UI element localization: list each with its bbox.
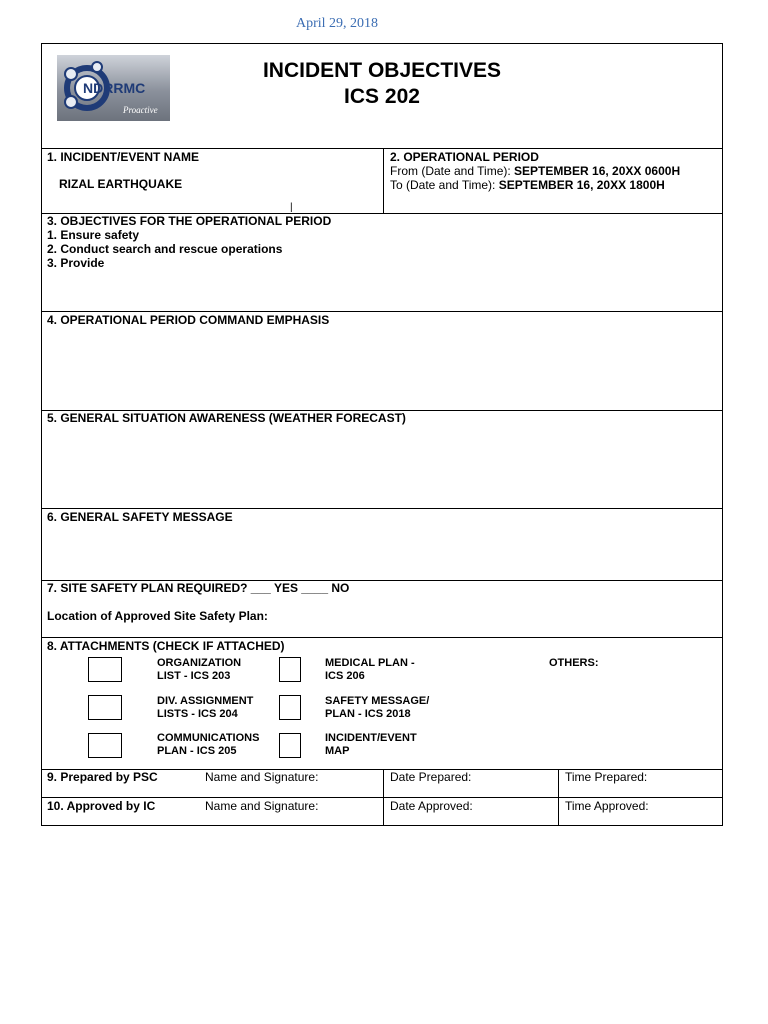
document-date: April 29, 2018 bbox=[296, 16, 379, 31]
prepared-by-label: 9. Prepared by PSC bbox=[47, 770, 158, 784]
attachment-label-ics-205: COMMUNICATIONS PLAN - ICS 205 bbox=[157, 732, 260, 757]
objective-item[interactable]: 2. Conduct search and rescue operations bbox=[47, 242, 283, 256]
operational-period-label: 2. OPERATIONAL PERIOD bbox=[390, 150, 539, 164]
attachments-label: 8. ATTACHMENTS (CHECK IF ATTACHED) bbox=[47, 639, 285, 653]
objective-item[interactable]: 1. Ensure safety bbox=[47, 228, 140, 242]
site-safety-plan-label[interactable]: 7. SITE SAFETY PLAN REQUIRED? ___ YES ____ NO bbox=[47, 581, 350, 595]
date-approved[interactable]: Date Approved: bbox=[390, 799, 473, 813]
time-prepared[interactable]: Time Prepared: bbox=[565, 770, 648, 784]
attachment-checkbox-ics-206[interactable] bbox=[279, 657, 301, 682]
form-subtitle: ICS 202 bbox=[344, 85, 420, 108]
operational-period-to[interactable]: To (Date and Time): SEPTEMBER 16, 20XX 1800H bbox=[390, 178, 665, 192]
incident-name-value[interactable]: RIZAL EARTHQUAKE bbox=[59, 177, 183, 191]
attachment-checkbox-ics-203[interactable] bbox=[88, 657, 122, 682]
attachment-label-ics-203: ORGANIZATION LIST - ICS 203 bbox=[157, 657, 242, 682]
ics-202-form: NDRRMC Proactive INCIDENT OBJECTIVES ICS 202 1. INCIDENT/EVENT NAME RIZAL EARTHQUAKE | 2. OPERATIONAL PERIOD From (Date and Time): SEPTEMBER 16, 20XX 0600H To (Date and Time): SEPTEMBER 16, 20XX 1800H 3. OBJECTIVES FOR THE OPERATIONAL PERIOD 1. Ensure safety 2. Conduct search and rescue operations 3. Provide 4. OPERATIONAL PERIOD COMMAND EMPHASIS 5. GENERAL SITUATION AWARENESS (WEATHER FORECAST) 6. GENERAL SAFETY MESSAGE 7. SITE SAFETY PLAN REQUIRED? ___ YES ____ NO Location of Approved Site Safety Plan: 8. ATTACHMENTS (CHECK IF ATTACHED) ORGANIZATION LIST - ICS 203 DIV. ASSIGNMENT LISTS - ICS 204 COMMUNICATIONS PLAN - ICS 205 MEDICAL PLAN - ICS 206 SAFETY MESSAGE/ PLAN - ICS 2018 INCIDENT/EVENT MAP OTHERS: 9. Prepared by PSC Name and Signature: Date Prepared: Time Prepared: 10. Approved by IC Name and Signature: Date Approved: Time Approved: bbox=[41, 43, 723, 826]
attachment-checkbox-ics-205[interactable] bbox=[88, 733, 122, 758]
incident-name-label: 1. INCIDENT/EVENT NAME bbox=[47, 150, 200, 164]
approved-name-signature[interactable]: Name and Signature: bbox=[205, 799, 319, 813]
approved-by-label: 10. Approved by IC bbox=[47, 799, 156, 813]
prepared-name-signature[interactable]: Name and Signature: bbox=[205, 770, 319, 784]
situation-awareness-label: 5. GENERAL SITUATION AWARENESS (WEATHER FORECAST) bbox=[47, 411, 406, 425]
attachment-checkbox-event-map[interactable] bbox=[279, 733, 301, 758]
objective-item[interactable]: 3. Provide bbox=[47, 256, 105, 270]
attachment-checkbox-ics-2018[interactable] bbox=[279, 695, 301, 720]
attachment-label-ics-206: MEDICAL PLAN - ICS 206 bbox=[325, 657, 415, 682]
logo-tagline: Proactive bbox=[123, 105, 158, 115]
site-safety-plan-location-label[interactable]: Location of Approved Site Safety Plan: bbox=[47, 609, 268, 623]
attachment-label-event-map: INCIDENT/EVENT MAP bbox=[325, 732, 417, 757]
attachment-label-ics-204: DIV. ASSIGNMENT LISTS - ICS 204 bbox=[157, 695, 254, 720]
form-title: INCIDENT OBJECTIVES bbox=[262, 59, 502, 82]
objectives-label: 3. OBJECTIVES FOR THE OPERATIONAL PERIOD bbox=[47, 214, 332, 228]
command-emphasis-label: 4. OPERATIONAL PERIOD COMMAND EMPHASIS bbox=[47, 313, 330, 327]
attachment-label-ics-2018: SAFETY MESSAGE/ PLAN - ICS 2018 bbox=[325, 695, 430, 720]
attachment-others-label[interactable]: OTHERS: bbox=[549, 657, 599, 669]
time-approved[interactable]: Time Approved: bbox=[565, 799, 649, 813]
safety-message-label: 6. GENERAL SAFETY MESSAGE bbox=[47, 510, 233, 524]
date-prepared[interactable]: Date Prepared: bbox=[390, 770, 472, 784]
logo-name: NDRRMC bbox=[83, 80, 146, 96]
operational-period-from[interactable]: From (Date and Time): SEPTEMBER 16, 20XX 0600H bbox=[390, 164, 681, 178]
attachment-checkbox-ics-204[interactable] bbox=[88, 695, 122, 720]
